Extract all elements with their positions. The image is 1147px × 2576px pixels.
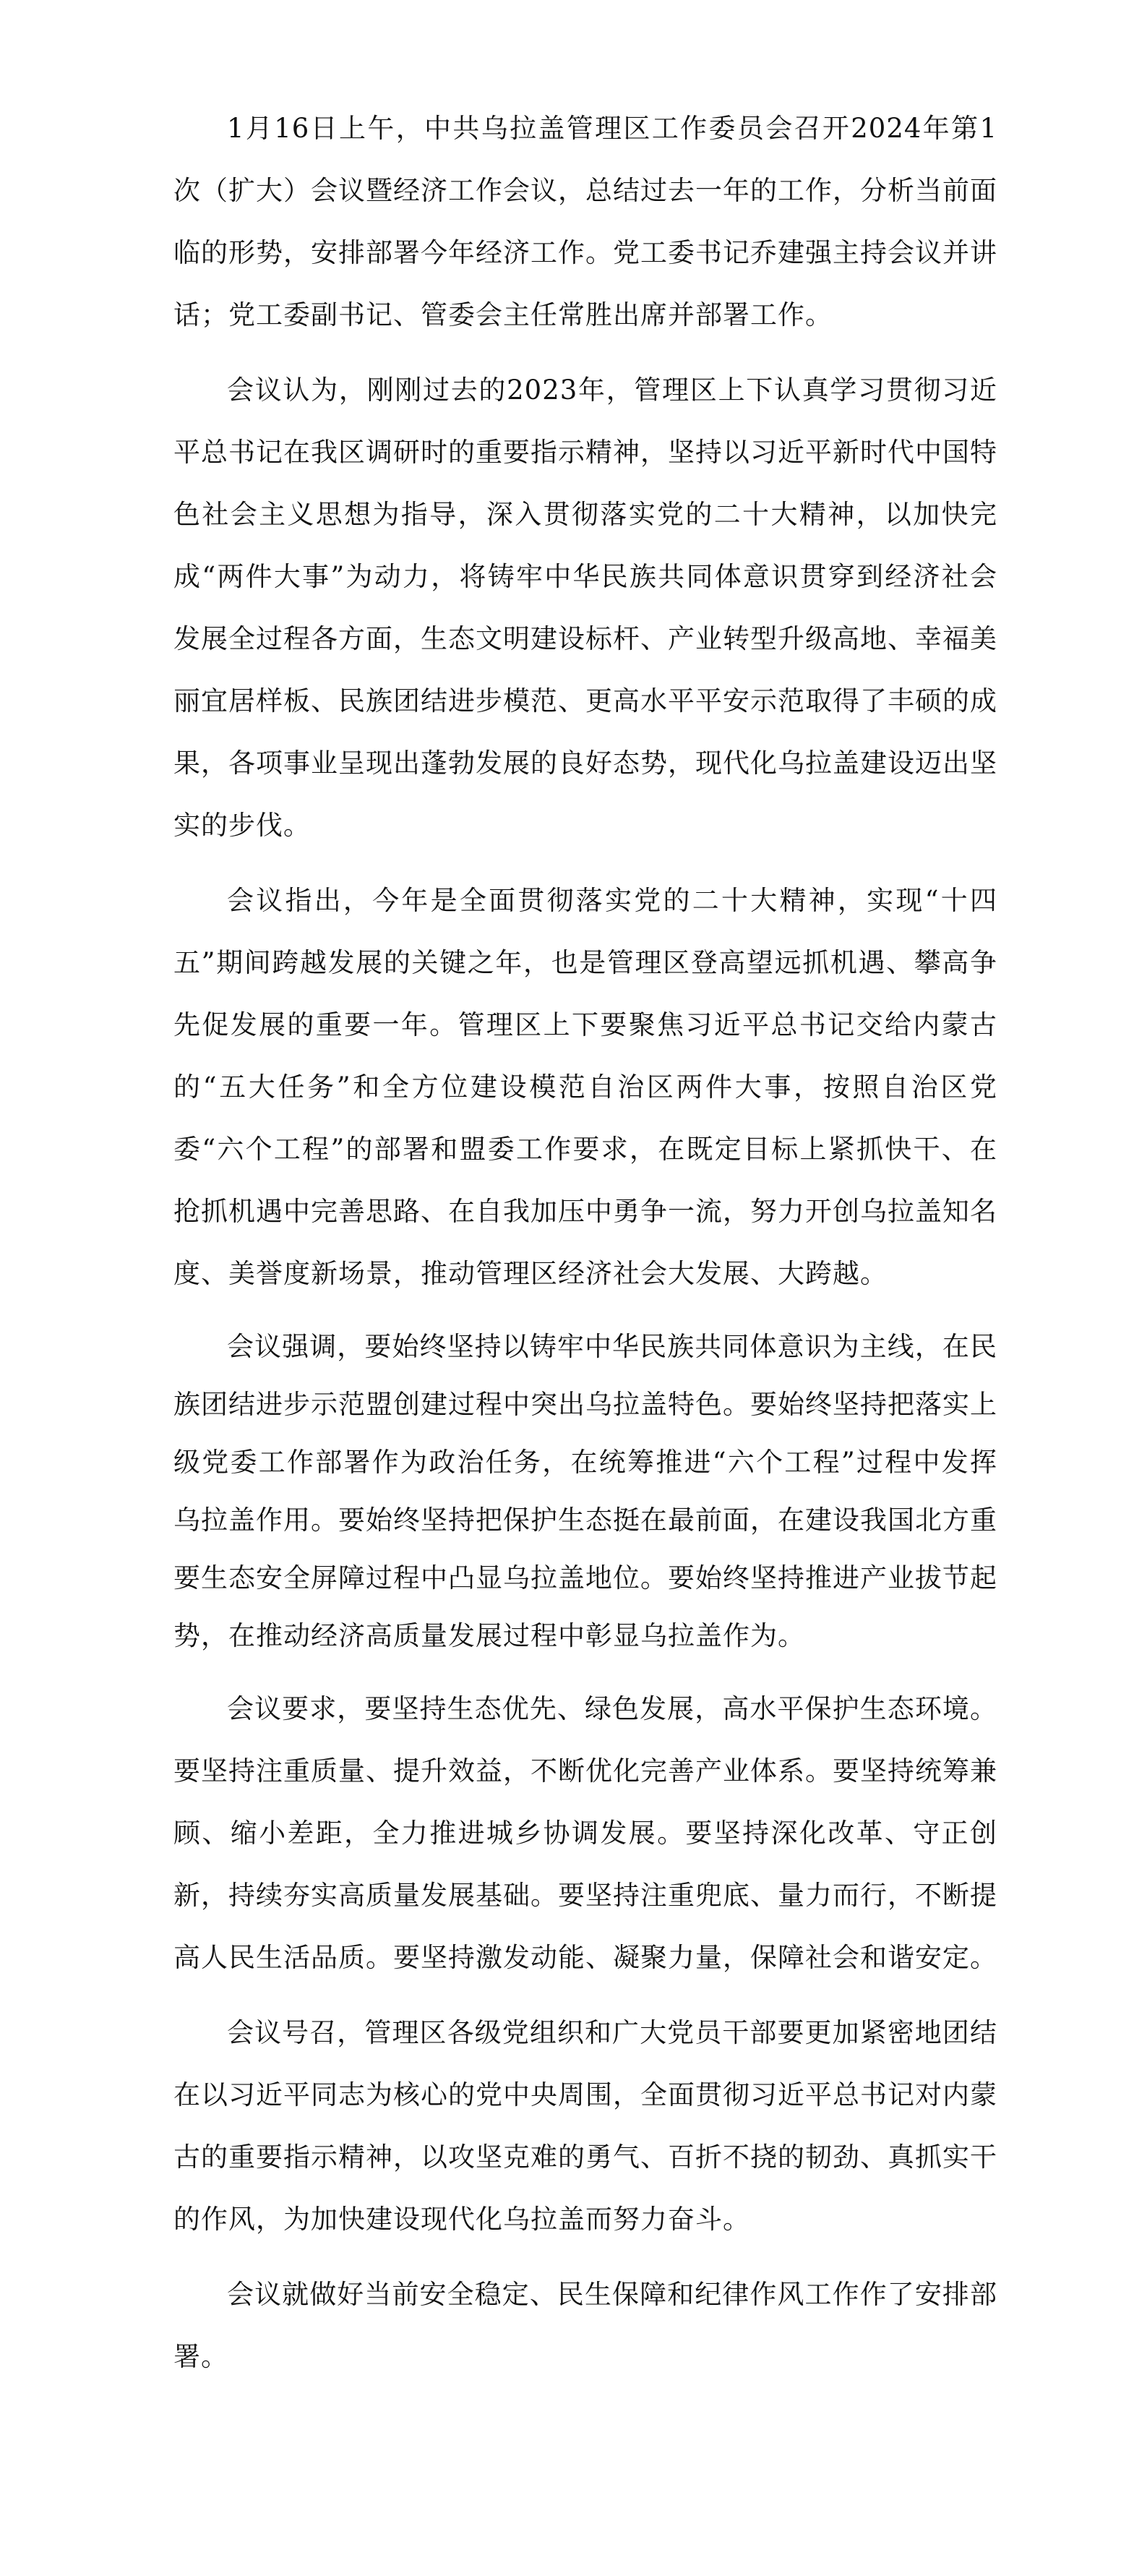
paragraph-meeting-arrangements: 会议就做好当前安全稳定、民生保障和纪律作风工作作了安排部署。 — [173, 2279, 997, 2372]
paragraph-meeting-points-out: 会议指出，今年是全面贯彻落实党的二十大精神，实现“十四五”期间跨越发展的关键之年，也是管理区登高望远抓机遇、攀高争先促发展的重要一年。管理区上下要聚焦习近平总书记交给内蒙古的“五大任务”和全方位建设模范自治区两件大事，按照自治区党委“六个工程”的部署和盟委工作要求，在既定目标上紧抓快干、在抢抓机遇中完善思路、在自我加压中勇争一流，努力开创乌拉盖知名度、美誉度新场景，推动管理区经济社会大发展、大跨越。 — [173, 885, 997, 1289]
paragraph-meeting-review: 会议认为，刚刚过去的2023年，管理区上下认真学习贯彻习近平总书记在我区调研时的重要指示精神，坚持以习近平新时代中国特色社会主义思想为指导，深入贯彻落实党的二十大精神，以加快完成“两件大事”为动力，将铸牢中华民族共同体意识贯穿到经济社会发展全过程各方面，生态文明建设标杆、产业转型升级高地、幸福美丽宜居样板、民族团结进步模范、更高水平平安示范取得了丰硕的成果，各项事业呈现出蓬勃发展的良好态势，现代化乌拉盖建设迈出坚实的步伐。 — [173, 375, 997, 841]
paragraph-meeting-requirements: 会议要求，要坚持生态优先、绿色发展，高水平保护生态环境。要坚持注重质量、提升效益，不断优化完善产业体系。要坚持统筹兼顾、缩小差距，全力推进城乡协调发展。要坚持深化改革、守正创新，持续夯实高质量发展基础。要坚持注重兜底、量力而行，不断提高人民生活品质。要坚持激发动能、凝聚力量，保障社会和谐安定。 — [173, 1693, 997, 1973]
paragraph-meeting-emphasizes: 会议强调，要始终坚持以铸牢中华民族共同体意识为主线，在民族团结进步示范盟创建过程中突出乌拉盖特色。要始终坚持把落实上级党委工作部署作为政治任务，在统筹推进“六个工程”过程中发挥乌拉盖作用。要始终坚持把保护生态挺在最前面，在建设我国北方重要生态安全屏障过程中凸显乌拉盖地位。要始终坚持推进产业拔节起势，在推动经济高质量发展过程中彰显乌拉盖作为。 — [173, 1331, 997, 1651]
paragraph-meeting-call: 会议号召，管理区各级党组织和广大党员干部要更加紧密地团结在以习近平同志为核心的党中央周围，全面贯彻习近平总书记对内蒙古的重要指示精神，以攻坚克难的勇气、百折不挠的韧劲、真抓实干的作风，为加快建设现代化乌拉盖而努力奋斗。 — [173, 2017, 997, 2235]
news-article — [173, 98, 997, 2401]
paragraph-meeting-intro: 1月16日上午，中共乌拉盖管理区工作委员会召开2024年第1次（扩大）会议暨经济工作会议，总结过去一年的工作，分析当前面临的形势，安排部署今年经济工作。党工委书记乔建强主持会议并讲话；党工委副书记、管委会主任常胜出席并部署工作。 — [173, 113, 997, 330]
